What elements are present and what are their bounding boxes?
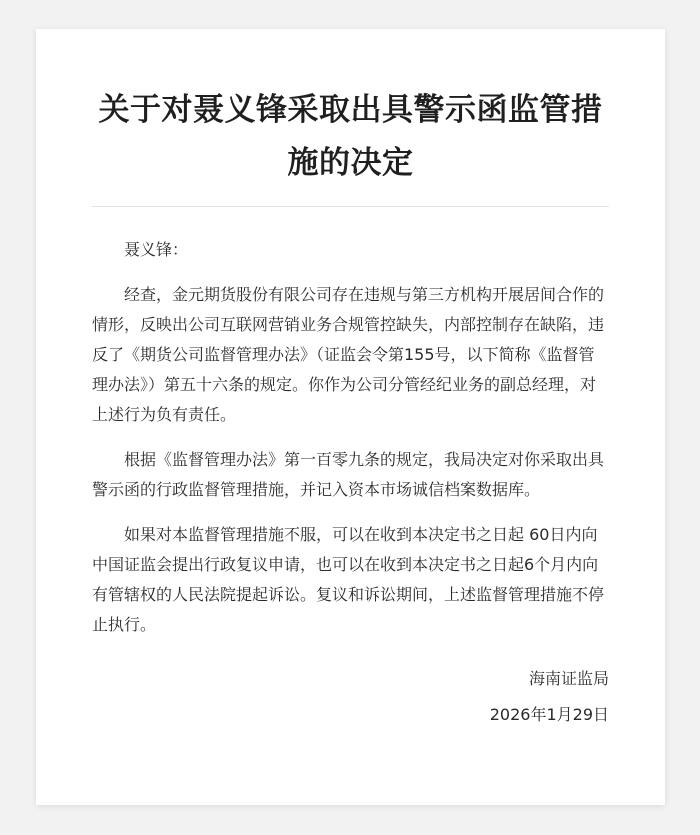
paragraph-findings: 经查，金元期货股份有限公司存在违规与第三方机构开展居间合作的情形，反映出公司互联网营销业务合规管控缺失，内部控制存在缺陷，违反了《期货公司监督管理办法》（证监会令第155号，以下简称《监督管理办法》）第五十六条的规定。你作为公司分管经纪业务的副总经理，对上述行为负有责任。 <box>92 285 605 424</box>
issue-date: 2026年1月29日 <box>489 705 609 724</box>
document-body <box>92 235 609 728</box>
issuing-authority: 海南证监局 <box>528 669 609 688</box>
paragraph-appeal-rights: 如果对本监督管理措施不服，可以在收到本决定书之日起 60日内向中国证监会提出行政复议申请，也可以在收到本决定书之日起6个月内向有管辖权的人民法院提起诉讼。复议和诉讼期间，上述监督管理措施不停止执行。 <box>92 525 605 634</box>
document-page <box>36 29 665 805</box>
salutation: 聂义锋： <box>124 240 189 259</box>
paragraph-decision: 根据《监督管理办法》第一百零九条的规定，我局决定对你采取出具警示函的行政监督管理措施，并记入资本市场诚信档案数据库。 <box>92 450 605 499</box>
title-divider <box>92 206 609 207</box>
document-title: 关于对聂义锋采取出具警示函监管措施的决定 <box>98 92 603 181</box>
